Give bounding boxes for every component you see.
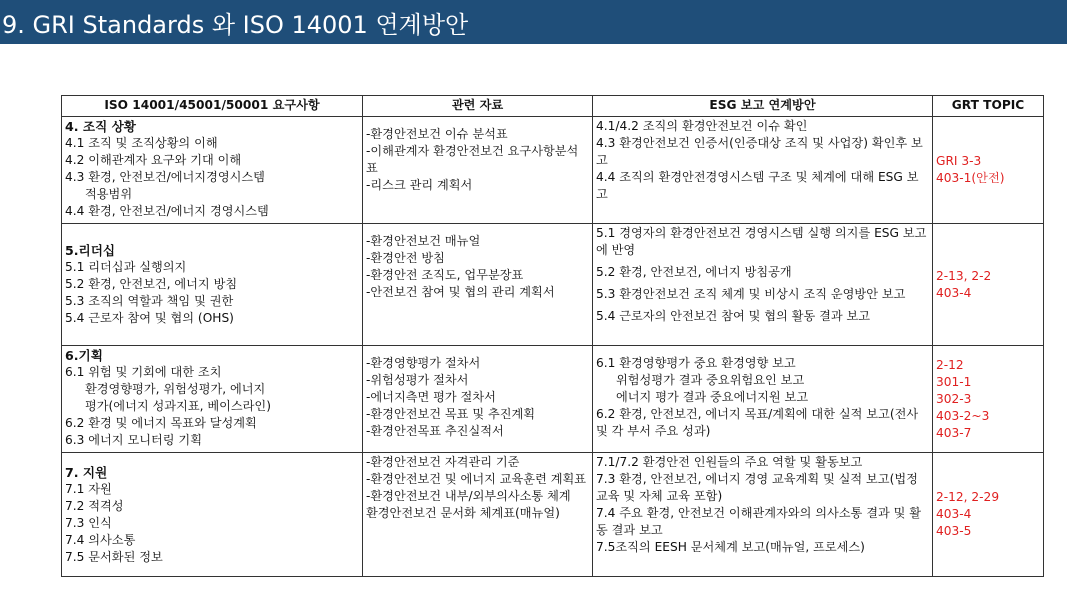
table-row xyxy=(62,453,1044,577)
material-item: -에너지측면 평가 절차서 xyxy=(366,390,496,404)
table-row xyxy=(62,117,1044,224)
material-item: -환경안전보건 및 에너지 교육훈련 계획표 xyxy=(366,472,587,486)
table-header-row xyxy=(62,96,1044,117)
requirement-title: 5.리더십 xyxy=(65,243,116,258)
esg-item: 5.2 환경, 안전보건, 에너지 방침공개 xyxy=(596,265,792,279)
topic-item: 301-1 xyxy=(936,374,972,389)
materials-cell xyxy=(363,453,593,577)
material-item: -환경영향평가 절차서 xyxy=(366,356,481,370)
material-item: -환경안전보건 자격관리 기준 xyxy=(366,455,520,469)
esg-item: 5.1 경영자의 환경안전보건 경영시스템 실행 의지를 ESG 보고에 반영 xyxy=(596,226,927,257)
requirement-item: 5.4 근로자 참여 및 협의 (OHS) xyxy=(65,311,234,325)
page-title: 9. GRI Standards 와 ISO 14001 연계방안 xyxy=(2,11,469,39)
topic-item: 2-12 xyxy=(936,357,964,372)
topic-item: 302-3 xyxy=(936,391,972,406)
requirement-item: 5.2 환경, 안전보건, 에너지 방침 xyxy=(65,277,238,291)
requirement-item: 4.4 환경, 안전보건/에너지 경영시스템 xyxy=(65,204,269,218)
requirement-item: 6.1 위험 및 기회에 대한 조치 xyxy=(65,365,222,379)
requirement-item: 4.2 이해관계자 요구와 기대 이해 xyxy=(65,153,242,167)
requirements-cell xyxy=(62,453,363,577)
material-item: -환경안전보건 매뉴얼 xyxy=(366,234,481,248)
requirement-item: 5.3 조직의 역할과 책임 및 권한 xyxy=(65,294,234,308)
esg-item: 4.4 조직의 환경안전경영시스템 구조 및 체계에 대해 ESG 보고 xyxy=(596,170,919,201)
requirement-item: 적용범위 xyxy=(85,187,133,201)
requirements-cell xyxy=(62,117,363,224)
requirement-title: 7. 지원 xyxy=(65,464,108,480)
material-item: -환경안전보건 이슈 분석표 xyxy=(366,127,508,141)
requirement-item: 6.2 환경 및 에너지 목표와 달성계획 xyxy=(65,416,257,430)
topic-item: 403-7 xyxy=(936,425,972,440)
esg-item: 7.5조직의 EESH 문서체계 보고(매뉴얼, 프로세스) xyxy=(596,540,865,554)
requirement-item: 7.4 의사소통 xyxy=(65,532,136,547)
column-header-esg: ESG 보고 연계방안 xyxy=(593,96,933,117)
requirement-item: 7.5 문서화된 정보 xyxy=(65,549,163,564)
requirement-item: 7.3 인식 xyxy=(65,515,112,530)
esg-item: 5.4 근로자의 안전보건 참여 및 협의 활동 결과 보고 xyxy=(596,309,871,323)
esg-item: 7.3 환경, 안전보건, 에너지 경영 교육계획 및 실적 보고(법정교육 및 자체 교육 포함) xyxy=(596,472,918,503)
esg-item: 5.3 환경안전보건 조직 체계 및 비상시 조직 운영방안 보고 xyxy=(596,287,906,301)
material-item: -안전보건 참여 및 협의 관리 계획서 xyxy=(366,285,555,299)
topic-item: 403-4 xyxy=(936,285,972,300)
esg-item: 에너지 평가 결과 중요에너지원 보고 xyxy=(616,390,809,404)
esg-cell xyxy=(593,224,933,346)
materials-cell xyxy=(363,346,593,453)
column-header-topic: GRT TOPIC xyxy=(933,96,1044,117)
esg-item: 4.3 환경안전보건 인증서(인증대상 조직 및 사업장) 확인후 보고 xyxy=(596,136,923,167)
material-item: -리스크 관리 계획서 xyxy=(366,178,473,192)
topic-item: GRI 3-3 xyxy=(936,154,982,168)
topic-item: 403-1(안전) xyxy=(936,171,1005,185)
table-row xyxy=(62,224,1044,346)
materials-cell xyxy=(363,224,593,346)
material-item: -위험성평가 절차서 xyxy=(366,373,469,387)
topic-cell xyxy=(933,117,1044,224)
esg-item: 4.1/4.2 조직의 환경안전보건 이슈 확인 xyxy=(596,119,808,133)
materials-cell xyxy=(363,117,593,224)
esg-item: 7.4 주요 환경, 안전보건 이해관계자와의 의사소통 결과 및 활동 결과 보고 xyxy=(596,506,922,537)
esg-item: 위험성평가 결과 중요위험요인 보고 xyxy=(616,373,805,387)
esg-cell xyxy=(593,453,933,577)
requirement-item: 평가(에너지 성과지표, 베이스라인) xyxy=(85,399,271,413)
requirement-item: 4.3 환경, 안전보건/에너지경영시스템 xyxy=(65,170,265,184)
esg-cell xyxy=(593,346,933,453)
material-item: -환경안전보건 내부/외부의사소통 체계 xyxy=(366,489,571,503)
esg-item: 6.1 환경영향평가 중요 환경영향 보고 xyxy=(596,356,796,370)
topic-item: 2-12, 2-29 xyxy=(936,490,1000,504)
material-item: -이해관계자 환경안전보건 요구사항분석표 xyxy=(366,144,579,175)
material-item: -환경안전 방침 xyxy=(366,251,445,265)
requirements-cell xyxy=(62,224,363,346)
esg-item: 6.2 환경, 안전보건, 에너지 목표/계획에 대한 실적 보고(전사 및 각 부서 주요 성과) xyxy=(596,407,919,438)
requirement-title: 6.기획 xyxy=(65,348,103,363)
column-header-requirements: ISO 14001/45001/50001 요구사항 xyxy=(62,96,363,117)
material-item: -환경안전목표 추진실적서 xyxy=(366,424,504,438)
requirements-cell xyxy=(62,346,363,453)
requirement-item: 환경영향평가, 위험성평가, 에너지 xyxy=(85,382,266,396)
topic-cell xyxy=(933,453,1044,577)
gri-iso-mapping-table xyxy=(61,95,1044,577)
topic-cell xyxy=(933,346,1044,453)
requirement-item: 6.3 에너지 모니터링 기획 xyxy=(65,433,202,447)
material-item: 환경안전보건 문서화 체계표(매뉴얼) xyxy=(366,506,560,520)
topic-cell xyxy=(933,224,1044,346)
table-row xyxy=(62,346,1044,453)
material-item: -환경안전보건 목표 및 추진계획 xyxy=(366,407,536,421)
material-item: -환경안전 조직도, 업무분장표 xyxy=(366,268,524,282)
requirement-item: 7.2 적격성 xyxy=(65,498,124,513)
topic-item: 403-5 xyxy=(936,524,972,538)
topic-item: 403-2~3 xyxy=(936,408,990,423)
requirement-item: 4.1 조직 및 조직상황의 이해 xyxy=(65,136,218,150)
requirement-item: 5.1 리더십과 실행의지 xyxy=(65,260,187,274)
title-banner xyxy=(0,0,1067,44)
requirement-title: 4. 조직 상황 xyxy=(65,119,136,134)
esg-item: 7.1/7.2 환경안전 인원들의 주요 역할 및 활동보고 xyxy=(596,455,863,469)
topic-item: 403-4 xyxy=(936,507,972,521)
esg-cell xyxy=(593,117,933,224)
requirement-item: 7.1 자원 xyxy=(65,481,112,496)
column-header-materials: 관련 자료 xyxy=(363,96,593,117)
topic-item: 2-13, 2-2 xyxy=(936,268,992,283)
